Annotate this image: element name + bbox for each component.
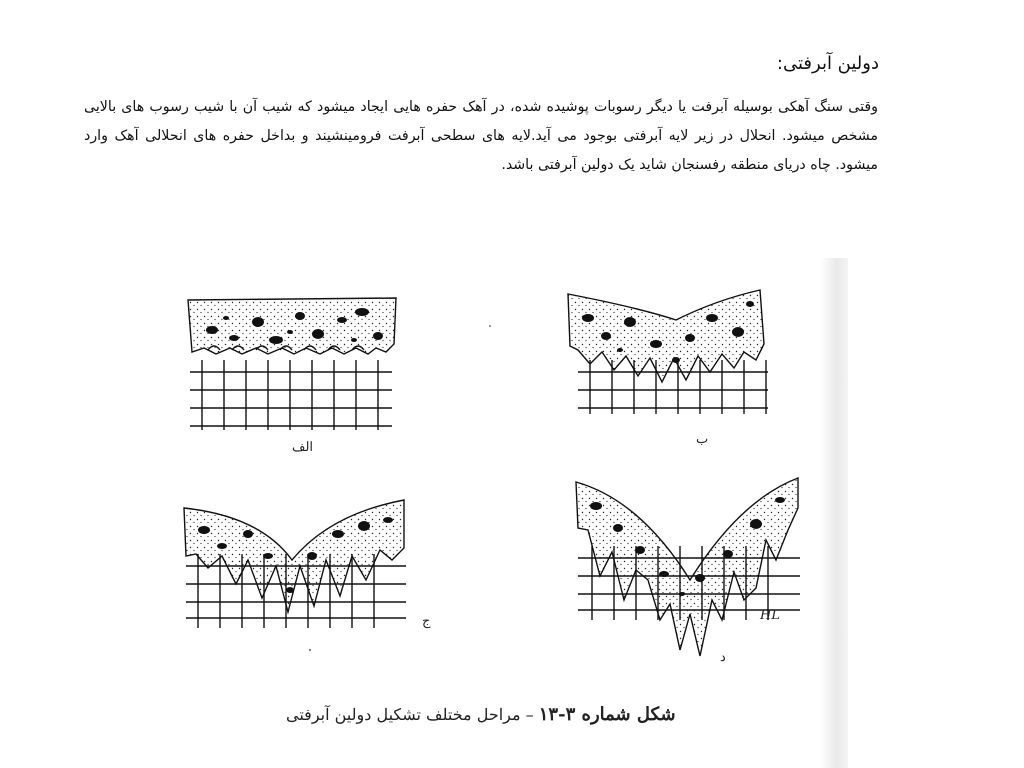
panel-c-label: ج — [422, 614, 431, 629]
caption-text: مراحل مختلف تشکیل دولین آبرفتی — [286, 705, 521, 724]
figure-caption — [286, 704, 676, 725]
panel-a-diagram — [188, 298, 396, 430]
hl-signature: HL — [760, 608, 780, 623]
panel-d-diagram — [576, 478, 800, 656]
panel-a-label: الف — [292, 440, 314, 455]
caption-separator: – — [525, 705, 534, 724]
slide-title: دولین آبرفتی: — [776, 53, 879, 74]
panel-b-diagram — [568, 290, 768, 414]
slide-paragraph: وقتی سنگ آهکی بوسیله آبرفت یا دیگر رسوبات پوشیده شده، در آهک حفره هایی ایجاد میشود که شیب آن با شیب رسوب های بالایی مشخص میشود. انحلال در زیر لایه آبرفتی بوجود می آید.لایه های سطحی آبرفت فرومینشیند و بداخل حفره های انحلالی آهک وارد میشود. چاه دریای منطقه رفسنجان شاید یک دولین آبرفتی باشد. — [84, 99, 878, 173]
panel-d-label: د — [720, 650, 726, 665]
caption-number: شکل شماره ۳-۱۳ — [538, 704, 676, 725]
panel-b-label: ب — [696, 432, 709, 447]
panel-c-diagram — [184, 500, 406, 628]
